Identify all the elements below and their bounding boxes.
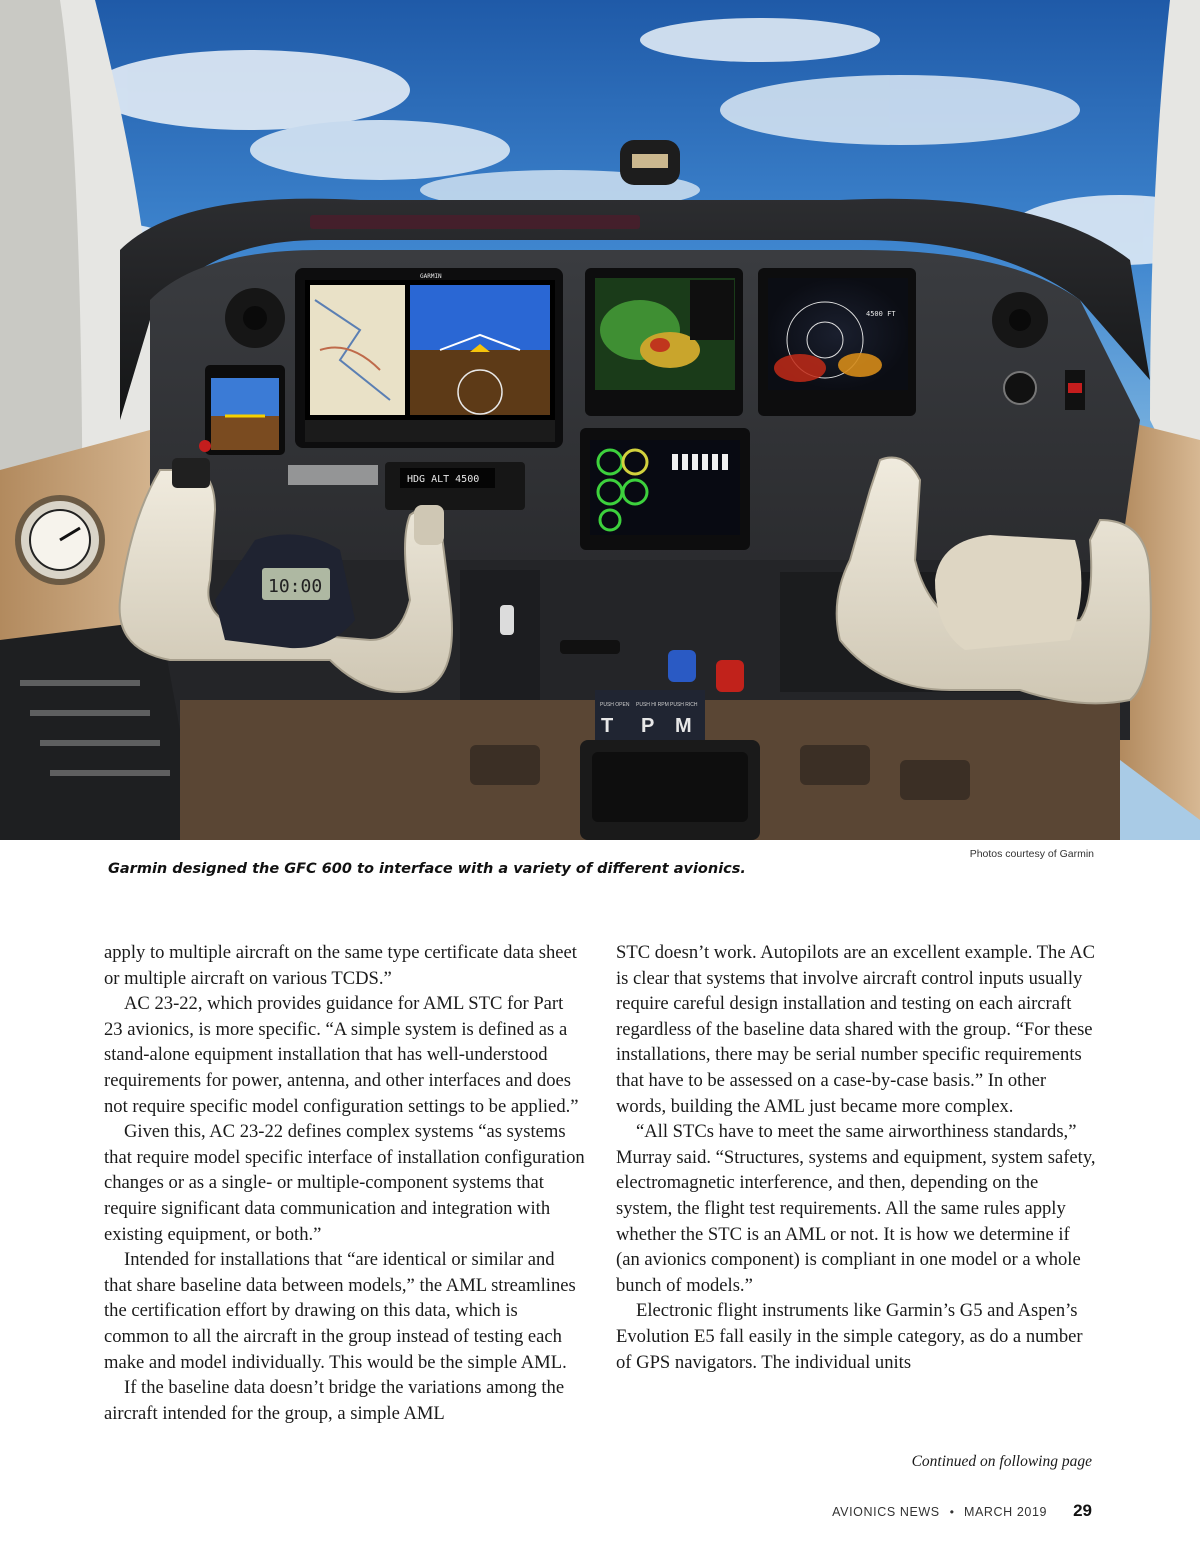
- propeller-knob: [668, 650, 696, 682]
- magazine-name: AVIONICS NEWS: [832, 1505, 940, 1519]
- lever-label-p: PUSH HI RPM: [636, 702, 669, 708]
- navigator-display-2: [758, 268, 916, 416]
- photo-caption: Garmin designed the GFC 600 to interface with a variety of different avionics.: [108, 861, 746, 877]
- paragraph: “All STCs have to meet the same airworthiness standards,” Murray said. “Structures, systems and equipment, system safety, electromagnetic interference, and then, depending on the system, the flight test requirements. All the same rules apply whether the STC is an AML or not. It is how we determine if (an avionics component) is compliant in one model or a whole bunch of models.”: [616, 1121, 1096, 1296]
- throttle-lever-t: T: [601, 715, 614, 737]
- right-column: [616, 940, 1098, 1375]
- autopilot-controller: [385, 462, 525, 510]
- continued-notice: Continued on following page: [911, 1453, 1092, 1470]
- photo-credit: Photos courtesy of Garmin: [969, 848, 1094, 860]
- paragraph: If the baseline data doesn’t bridge the variations among the aircraft intended for the group, a simple AML: [104, 1377, 565, 1424]
- paragraph: Electronic flight instruments like Garmin’s G5 and Aspen’s Evolution E5 fall easily in the simple category, as do a number of GPS navigators. The individual units: [616, 1300, 1083, 1373]
- autopilot-display-text: HDG ALT 4500: [407, 474, 480, 485]
- navigator-display-1: [585, 268, 743, 416]
- chronometer-readout: 10:00: [268, 576, 323, 597]
- paragraph: Given this, AC 23-22 defines complex systems “as systems that require model specific interface of installation configuration changes or as a single- or multiple-component systems that require significant data communication and integration with existing equipment, or both.”: [104, 1121, 585, 1245]
- paragraph: AC 23-22, which provides guidance for AML STC for Part 23 avionics, is more specific. “A simple system is defined as a stand-alone equipment installation that has well-understood requirements for power, antenna, and other interfaces and does not require specific model configuration settings to be applied.”: [104, 993, 579, 1117]
- left-column: [104, 940, 586, 1426]
- footer-separator: •: [949, 1505, 954, 1519]
- engine-indication-display: [580, 428, 750, 550]
- lever-label-t: PUSH OPEN: [600, 702, 630, 708]
- paragraph: apply to multiple aircraft on the same type certificate data sheet or multiple aircraft on various TCDS.”: [104, 942, 577, 989]
- page-number: 29: [1073, 1501, 1092, 1520]
- screen-altitude-readout: 4500 FT: [866, 310, 896, 318]
- main-flight-display: [295, 268, 563, 448]
- lever-label-m: PUSH RICH: [670, 702, 698, 708]
- brand-label: GARMIN: [420, 273, 442, 280]
- issue-date: MARCH 2019: [963, 1505, 1048, 1519]
- throttle-lever-m: M: [675, 715, 692, 737]
- paragraph: STC doesn’t work. Autopilots are an excellent example. The AC is clear that systems that involve aircraft control inputs usually require careful design installation and testing on each aircraft regardless of the baseline data shared with the group. “For these installations, there may be serial number specific requirements that have to be assessed on a case-by-case basis.” In other words, building the AML just became more complex.: [616, 942, 1096, 1117]
- mixture-knob: [716, 660, 744, 692]
- page-footer: [832, 1501, 1092, 1521]
- paragraph: Intended for installations that “are identical or similar and that share baseline data between models,” the AML streamlines the certification effort by drawing on this data, which is common to all the aircraft in the group instead of testing each make and model individually. This would be the simple AML.: [104, 1249, 576, 1373]
- throttle-lever-p: P: [641, 715, 655, 737]
- standby-display: [205, 365, 285, 455]
